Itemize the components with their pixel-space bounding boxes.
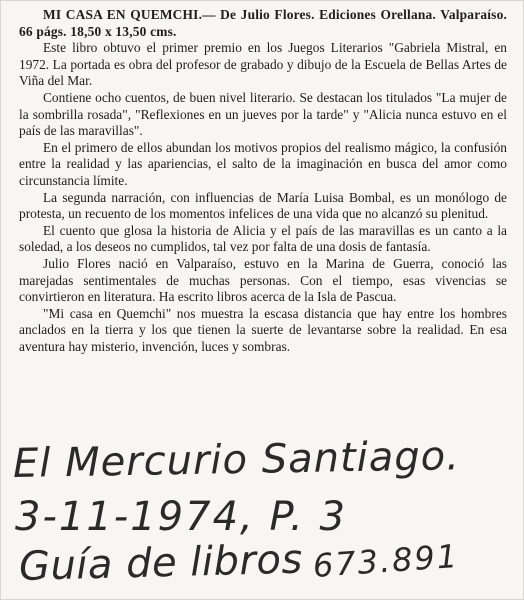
handwritten-source-note: El Mercurio Santiago. (12, 433, 461, 487)
handwritten-section-note: Guía de libros (18, 536, 304, 590)
handwritten-catalog-number: 673.891 (311, 536, 461, 585)
paragraph-3: En el primero de ellos abundan los motivos propios del realismo mágico, la confusión entre la realidad y las apariencias, el salto de la imaginación en busca del amor como circunstancia límite. (19, 139, 507, 188)
paragraph-4: La segunda narración, con influencias de María Luisa Bombal, es un monólogo de protesta, un recuento de los momentos infelices de una vida que no alcanzó su plenitud. (19, 189, 507, 222)
newspaper-clipping (19, 7, 507, 355)
clipping-heading (19, 7, 507, 40)
paragraph-7: "Mi casa en Quemchi" nos muestra la escasa distancia que hay entre los hombres anclados en la tierra y los que tienen la suerte de levantarse sobre la realidad. En esa aventura hay misterio, invención, luces y sombras. (19, 305, 507, 354)
paragraph-6: Julio Flores nació en Valparaíso, estuvo en la Marina de Guerra, conoció las marejadas sentimentales de muchas personas. Con el tiempo, esas vivencias se convirtieron en literatura. Ha escrito libros acerca de la Isla de Pascua. (19, 255, 507, 305)
handwritten-date-note: 3-11-1974, P. 3 (15, 494, 347, 540)
book-title-line: MI CASA EN QUEMCHI.— De Julio Flores. Ediciones Orellana. (43, 7, 436, 22)
paragraph-1: Este libro obtuvo el primer premio en los Juegos Literarios "Gabriela Mistral, en 1972. La portada es obra del profesor de grabado y dibujo de la Escuela de Bellas Artes de Viña del Mar. (19, 40, 507, 89)
paragraph-5: El cuento que glosa la historia de Alicia y el país de las maravillas es un canto a la soledad, a los deseos no cumplidos, tal vez por falta de una dosis de fantasía. (19, 222, 507, 255)
paragraph-2: Contiene ocho cuentos, de buen nivel literario. Se destacan los titulados "La mujer de la sombrilla rosada", "Reflexiones en un jueves por la tarde" y "Alicia nunca estuvo en el país de las maravillas". (19, 89, 507, 139)
book-details: Valparaíso. 66 págs. 18,50 x 13,50 cms. (19, 7, 508, 39)
